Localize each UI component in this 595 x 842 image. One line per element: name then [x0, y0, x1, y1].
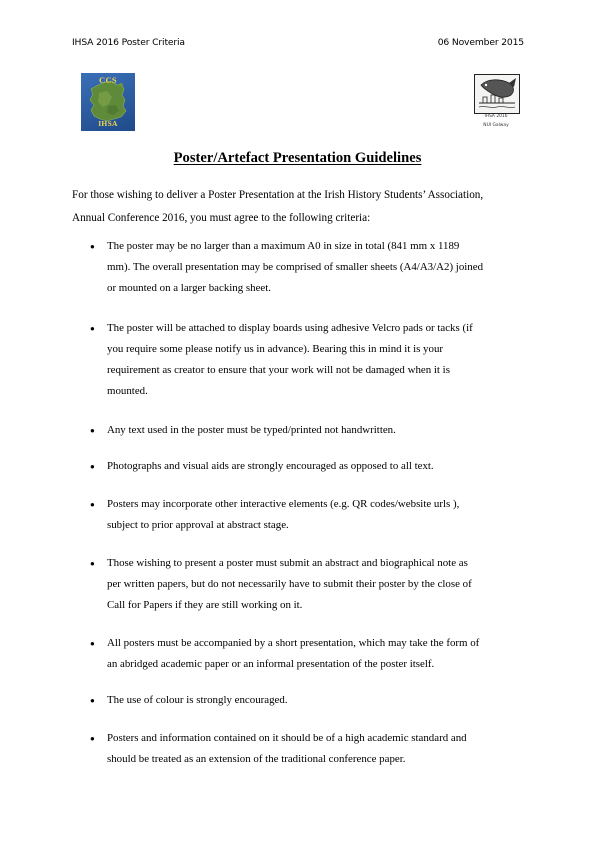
criteria-line: Posters may incorporate other interactive elements (e.g. QR codes/website urls ), — [107, 498, 460, 510]
criteria-line: should be treated as an extension of the traditional conference paper. — [107, 753, 406, 765]
criteria-line: you require some please notify us in advance). Bearing this in mind it is your — [107, 343, 444, 355]
criteria-text — [107, 456, 537, 477]
bullet-icon: ● — [90, 734, 95, 743]
criteria-line: All posters must be accompanied by a short presentation, which may take the form of — [107, 637, 480, 649]
criteria-text — [107, 633, 537, 675]
nui-galway-emblem — [474, 74, 520, 114]
criteria-line: or mounted on a larger backing sheet. — [107, 282, 272, 294]
criteria-line: Any text used in the poster must be typed/printed not handwritten. — [107, 424, 396, 436]
criteria-line: requirement as creator to ensure that your work will not be damaged when it is — [107, 364, 450, 376]
page-title: Poster/Artefact Presentation Guidelines — [173, 150, 422, 166]
criteria-line: mm). The overall presentation may be comprised of smaller sheets (A4/A3/A2) joined — [107, 261, 484, 273]
criteria-line: Posters and information contained on it should be of a high academic standard and — [107, 732, 467, 744]
logo-bottom-text: IHSA — [98, 119, 118, 128]
criteria-line: Those wishing to present a poster must submit an abstract and biographical note as — [107, 557, 468, 569]
intro-line: Annual Conference 2016, you must agree to the following criteria: — [72, 212, 371, 224]
criteria-line: The use of colour is strongly encouraged. — [107, 694, 288, 706]
ccs-ihsa-logo — [81, 73, 135, 131]
criteria-line: per written papers, but do not necessarily have to submit their poster by the close of — [107, 578, 472, 590]
criteria-text — [107, 236, 537, 299]
criteria-line: Call for Papers if they are still working on it. — [107, 599, 303, 611]
intro-line: For those wishing to deliver a Poster Presentation at the Irish History Students’ Association, — [72, 189, 484, 201]
emblem-caption-year: IHSA 2016 — [484, 114, 508, 119]
bullet-icon: ● — [90, 696, 95, 705]
bullet-icon: ● — [90, 639, 95, 648]
criteria-text — [107, 420, 537, 441]
criteria-text — [107, 690, 537, 711]
header-document-title: IHSA 2016 Poster Criteria — [72, 37, 185, 48]
bullet-icon: ● — [90, 500, 95, 509]
criteria-text — [107, 318, 537, 402]
criteria-line: The poster may be no larger than a maximum A0 in size in total (841 mm x 1189 — [107, 240, 460, 252]
intro-paragraph — [72, 184, 532, 230]
header-date: 06 November 2015 — [437, 37, 524, 48]
bullet-icon: ● — [90, 462, 95, 471]
criteria-line: mounted. — [107, 385, 148, 397]
criteria-line: Photographs and visual aids are strongly encouraged as opposed to all text. — [107, 460, 434, 472]
fish-emblem-icon — [475, 75, 519, 113]
criteria-text — [107, 494, 537, 536]
emblem-caption-institution: NUI Galway — [483, 123, 509, 128]
bullet-icon: ● — [90, 324, 95, 333]
criteria-line: subject to prior approval at abstract stage. — [107, 519, 289, 531]
criteria-text — [107, 728, 537, 770]
criteria-line: The poster will be attached to display boards using adhesive Velcro pads or tacks (if — [107, 322, 473, 334]
criteria-line: an abridged academic paper or an informal presentation of the poster itself. — [107, 658, 435, 670]
bullet-icon: ● — [90, 426, 95, 435]
bullet-icon: ● — [90, 559, 95, 568]
criteria-text — [107, 553, 537, 616]
bullet-icon: ● — [90, 242, 95, 251]
logo-top-text: CCS — [99, 75, 117, 85]
